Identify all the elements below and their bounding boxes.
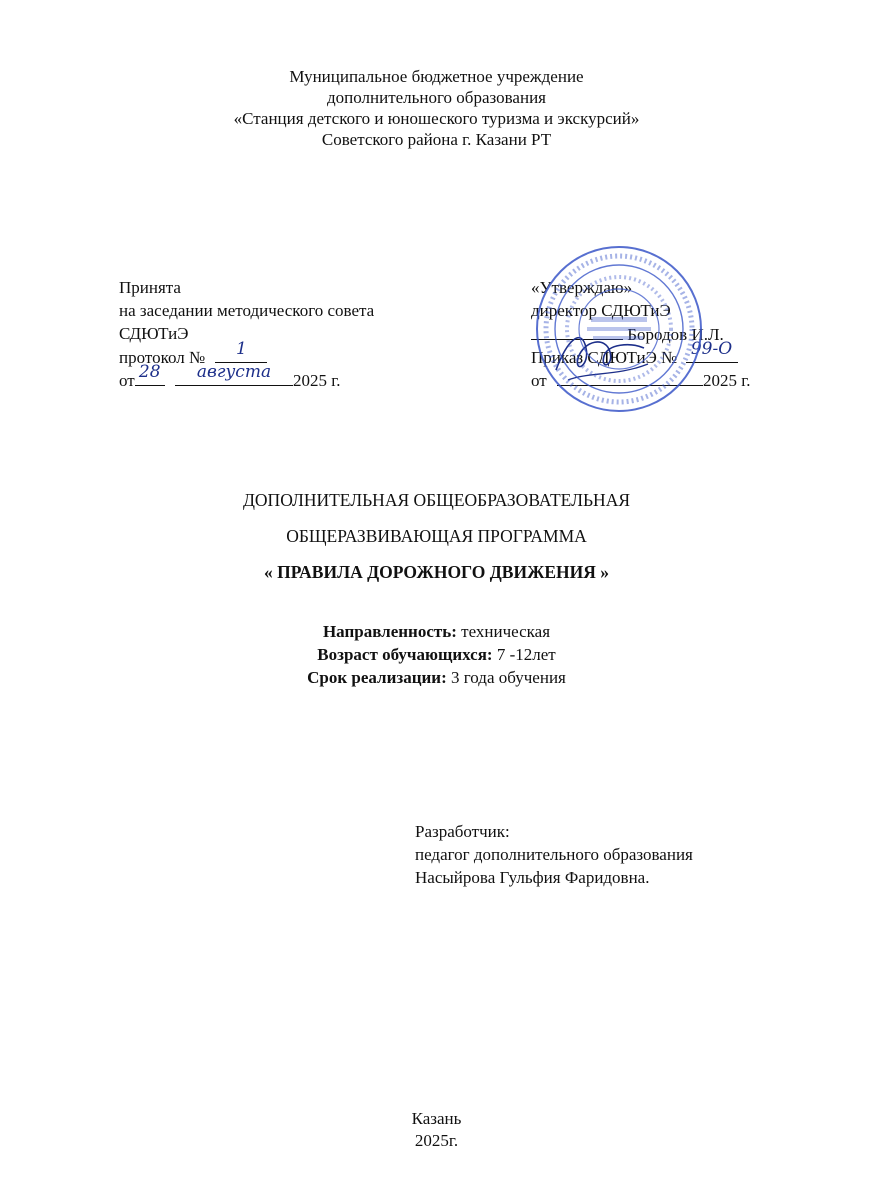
program-title xyxy=(0,482,873,590)
approved-signer: Бородов И.Л. xyxy=(627,325,724,344)
age-label: Возраст обучающихся: xyxy=(317,645,493,664)
date-day-blank xyxy=(135,362,165,386)
program-type-line-1: ДОПОЛНИТЕЛЬНАЯ ОБЩЕОБРАЗОВАТЕЛЬНАЯ xyxy=(242,490,631,510)
header-line-3: «Станция детского и юношеского туризма и экскурсий» xyxy=(233,109,640,128)
term-line xyxy=(0,666,873,689)
protocol-label: протокол № xyxy=(119,348,206,367)
accepted-block xyxy=(119,276,449,391)
header-line-1: Муниципальное бюджетное учреждение xyxy=(289,67,584,86)
order-number: 99-О xyxy=(690,339,733,359)
orientation-label: Направленность: xyxy=(322,622,457,641)
institution-header xyxy=(0,66,873,150)
header-line-4: Советского района г. Казани РТ xyxy=(321,130,552,149)
developer-block xyxy=(415,820,693,889)
term-value: 3 года обучения xyxy=(446,668,566,687)
age-line xyxy=(0,643,873,666)
date-month-blank xyxy=(175,362,293,386)
program-name: « ПРАВИЛА ДОРОЖНОГО ДВИЖЕНИЯ » xyxy=(263,562,610,582)
developer-position: педагог дополнительного образования xyxy=(415,845,693,864)
accepted-org: СДЮТиЭ xyxy=(119,324,189,343)
term-label: Срок реализации: xyxy=(307,668,447,687)
protocol-number: 1 xyxy=(236,339,247,359)
orientation-line xyxy=(0,620,873,643)
accepted-council: на заседании методического совета xyxy=(119,301,375,320)
program-type-line-2: ОБЩЕРАЗВИВАЮЩАЯ ПРОГРАММА xyxy=(286,526,587,546)
age-value: 7 -12лет xyxy=(492,645,556,664)
date-day: 28 xyxy=(138,362,161,382)
approved-date-prefix: от xyxy=(531,371,547,390)
accepted-date-year: 2025 г. xyxy=(292,371,341,390)
date-month: августа xyxy=(196,362,272,382)
organization-stamp-icon xyxy=(533,243,705,415)
accepted-date-line xyxy=(119,362,449,391)
header-line-2: дополнительного образования xyxy=(327,88,546,107)
approved-date-year: 2025 г. xyxy=(702,371,751,390)
footer-city: Казань xyxy=(411,1109,462,1128)
program-meta xyxy=(0,620,873,689)
developer-label: Разработчик: xyxy=(415,822,510,841)
accepted-title: Принята xyxy=(119,278,181,297)
document-footer xyxy=(0,1108,873,1152)
approved-title: «Утверждаю» xyxy=(531,278,633,297)
approved-position: директор СДЮТиЭ xyxy=(531,301,671,320)
orientation-value: техническая xyxy=(456,622,551,641)
developer-name: Насыйрова Гульфия Фаридовна. xyxy=(415,868,650,887)
footer-year: 2025г. xyxy=(414,1131,459,1150)
accepted-date-prefix: от xyxy=(119,371,135,390)
order-label: Приказ СДЮТиЭ № xyxy=(531,348,678,367)
